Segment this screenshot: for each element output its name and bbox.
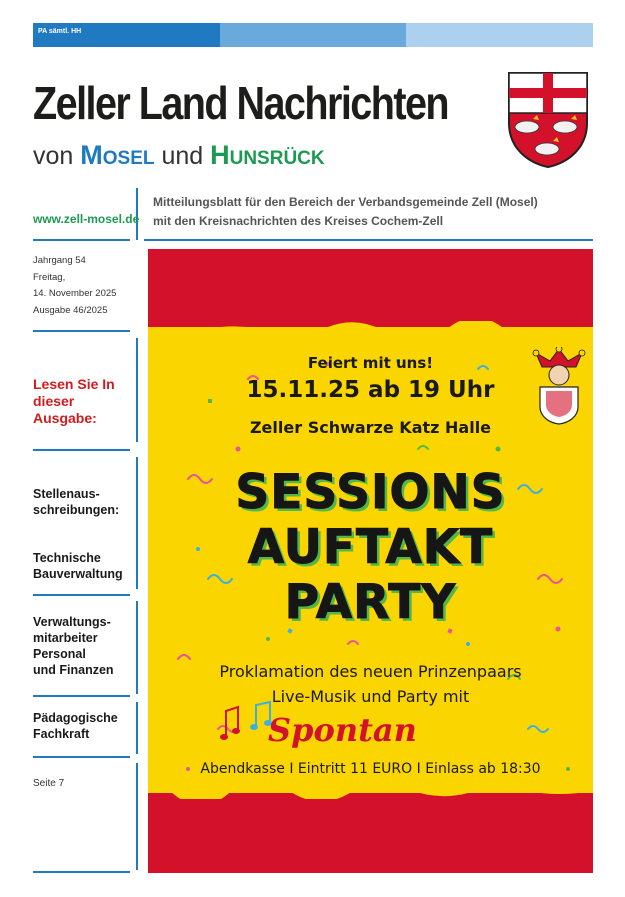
issue-date: 14. November 2025 xyxy=(33,288,117,299)
rule-right xyxy=(144,239,593,241)
sidebar-rule xyxy=(33,871,130,873)
toc-line: Personal xyxy=(33,647,86,661)
toc-line: Fachkraft xyxy=(33,727,90,741)
top-color-bar xyxy=(33,23,593,47)
edition-label: PA sämtl. HH xyxy=(33,23,220,47)
sidebar-rule xyxy=(33,330,130,332)
poster-date: 15.11.25 ab 19 Uhr xyxy=(246,377,495,403)
toc-line: und Finanzen xyxy=(33,663,114,677)
page-reference[interactable]: Seite 7 xyxy=(33,778,65,789)
poster-ticket-info: Abendkasse I Eintritt 11 EURO I Einlass ab 18:30 xyxy=(200,761,541,777)
sidebar-rule xyxy=(33,449,130,451)
toc-line: Stellenaus- xyxy=(33,487,100,501)
newspaper-title: Zeller Land Nachrichten xyxy=(33,77,449,129)
poster-live-music: Live-Musik und Party mit xyxy=(271,687,470,706)
sidebar-divider xyxy=(136,457,138,589)
toc-item-stellenausschreibungen[interactable] xyxy=(33,486,119,518)
tagline-line-2: mit den Kreisnachrichten des Kreises Cochem-Zell xyxy=(153,214,444,228)
toc-line: schreibungen: xyxy=(33,503,120,517)
sidebar-rule xyxy=(33,695,130,697)
sidebar-divider xyxy=(136,601,138,694)
sidebar-divider xyxy=(136,338,138,442)
toc-line: mitarbeiter xyxy=(33,631,98,645)
subtitle-mosel: Mosel xyxy=(80,140,155,170)
rule-left xyxy=(33,239,130,241)
toc-item-paedagogische-fachkraft[interactable] xyxy=(33,710,118,742)
poster-proclamation: Proklamation des neuen Prinzenpaars xyxy=(219,662,522,681)
issue-weekday: Freitag, xyxy=(33,271,66,283)
event-poster xyxy=(148,249,593,873)
top-bar-segment-3 xyxy=(406,23,593,47)
issue-number: Ausgabe 46/2025 xyxy=(33,304,108,316)
poster-headline-2: AUFTAKT xyxy=(247,520,494,575)
sidebar-rule xyxy=(33,756,130,758)
issue-info xyxy=(33,253,116,319)
toc-line: Verwaltungs- xyxy=(33,615,111,629)
tagline xyxy=(153,193,538,231)
poster-headline-3: PARTY xyxy=(284,575,457,630)
toc-line: Technische xyxy=(33,551,101,565)
coat-of-arms-icon xyxy=(507,71,589,169)
sidebar-divider xyxy=(136,702,138,754)
poster-venue: Zeller Schwarze Katz Halle xyxy=(249,418,492,437)
toc-line: Pädagogische xyxy=(33,711,118,725)
newspaper-subtitle xyxy=(33,140,325,171)
website-link[interactable]: www.zell-mosel.de xyxy=(33,212,140,226)
section-heading-line: Ausgabe: xyxy=(33,410,97,426)
subtitle-von: von xyxy=(33,142,81,170)
tagline-line-1: Mitteilungsblatt für den Bereich der Verbandsgemeinde Zell (Mosel) xyxy=(153,195,538,209)
toc-item-technische-bauverwaltung[interactable] xyxy=(33,550,123,582)
poster-invite: Feiert mit uns! xyxy=(307,354,434,372)
sidebar-rule xyxy=(33,594,130,596)
toc-item-verwaltungsmitarbeiter[interactable] xyxy=(33,614,114,678)
toc-line: Bauverwaltung xyxy=(33,567,123,581)
subtitle-und: und xyxy=(154,142,211,170)
section-heading xyxy=(33,376,115,427)
section-heading-line: dieser xyxy=(33,393,75,409)
subtitle-hunsrueck: Hunsrück xyxy=(210,140,325,170)
top-bar-segment-2 xyxy=(220,23,406,47)
sidebar-divider xyxy=(136,763,138,870)
poster-headline-1: SESSIONS xyxy=(235,465,506,520)
poster-band-name: Spontan xyxy=(268,711,417,749)
issue-volume: Jahrgang 54 xyxy=(33,255,86,266)
section-heading-line: Lesen Sie In xyxy=(33,376,115,392)
